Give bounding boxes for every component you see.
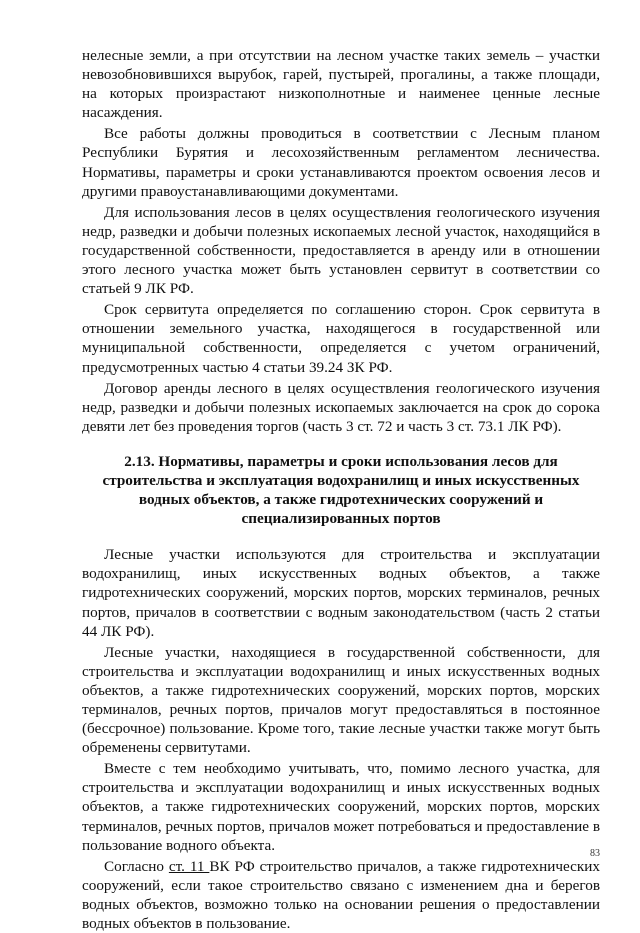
- paragraph-continuation: нелесные земли, а при отсутствии на лесном участке таких земель – участки невозобновившихся вырубок, гарей, пустырей, прогалины, а также площади, на которых произрастают низкополнотные и наименее ценные лесные насаждения.: [82, 47, 600, 122]
- page-number: 83: [590, 848, 600, 859]
- paragraph-text-end: ВК РФ строительство причалов, а также гидротехнических сооружений, если такое строительство связано с изменением дна и берегов водных объектов, возможно только на основании решения о предоставлении водных объектов в пользование.: [82, 857, 600, 933]
- article-11-link[interactable]: ст. 11: [168, 857, 210, 875]
- section-heading: 2.13. Нормативы, параметры и сроки использования лесов для строительства и эксплуатация водохранилищ и иных искусственных водных объектов, а также гидротехнических сооружений и специализированных портов: [102, 452, 580, 528]
- paragraph-forest-plan: Все работы должны проводиться в соответствии с Лесным планом Республики Бурятия и лесохозяйственным регламентом лесничества. Нормативы, параметры и сроки устанавливаются проектом освоения лесов и другими правоустанавливающими документами.: [82, 125, 600, 200]
- paragraph-forest-plots-use: Лесные участки используются для строительства и эксплуатации водохранилищ, иных искусственных водных объектов, а также гидротехнических сооружений, морских портов, морских терминалов, речных портов, причалов в соответствии с водным законодательством (часть 2 статьи 44 ЛК РФ).: [82, 546, 600, 640]
- paragraph-geological-study: Для использования лесов в целях осуществления геологического изучения недр, разведки и добычи полезных ископаемых лесной участок, находящийся в государственной собственности, предоставляется в аренду или в отношении этого лесного участка может быть установлен сервитут в соответствии со статьей 9 ЛК РФ.: [82, 203, 600, 298]
- paragraph-text-start: Согласно: [104, 857, 169, 875]
- paragraph-water-object-use: Вместе с тем необходимо учитывать, что, помимо лесного участка, для строительства и эксплуатации водохранилищ и иных искусственных водных объектов, а также гидротехнических сооружений, морских портов, морских терминалов, речных портов, причалов может потребоваться и предоставление в пользование водного объекта.: [82, 760, 600, 854]
- paragraph-water-code: [82, 857, 600, 933]
- paragraph-servitude-term: Срок сервитута определяется по соглашению сторон. Срок сервитута в отношении земельного участка, находящегося в государственной или муниципальной собственности, определяется с учетом ограничений, предусмотренных частью 4 статьи 39.24 ЗК РФ.: [82, 301, 600, 376]
- paragraph-state-ownership: Лесные участки, находящиеся в государственной собственности, для строительства и эксплуатации водохранилищ и иных искусственных водных объектов, а также гидротехнических сооружений, морских портов, морских терминалов, речных портов, причалов могут предоставляться в постоянное (бессрочное) пользование. Кроме того, такие лесные участки также могут быть обременены сервитутами.: [82, 643, 600, 757]
- paragraph-lease-agreement: Договор аренды лесного в целях осуществления геологического изучения недр, разведки и добычи полезных ископаемых заключается на срок до сорока девяти лет без проведения торгов (часть 3 ст. 72 и часть 3 ст. 73.1 ЛК РФ).: [82, 379, 600, 435]
